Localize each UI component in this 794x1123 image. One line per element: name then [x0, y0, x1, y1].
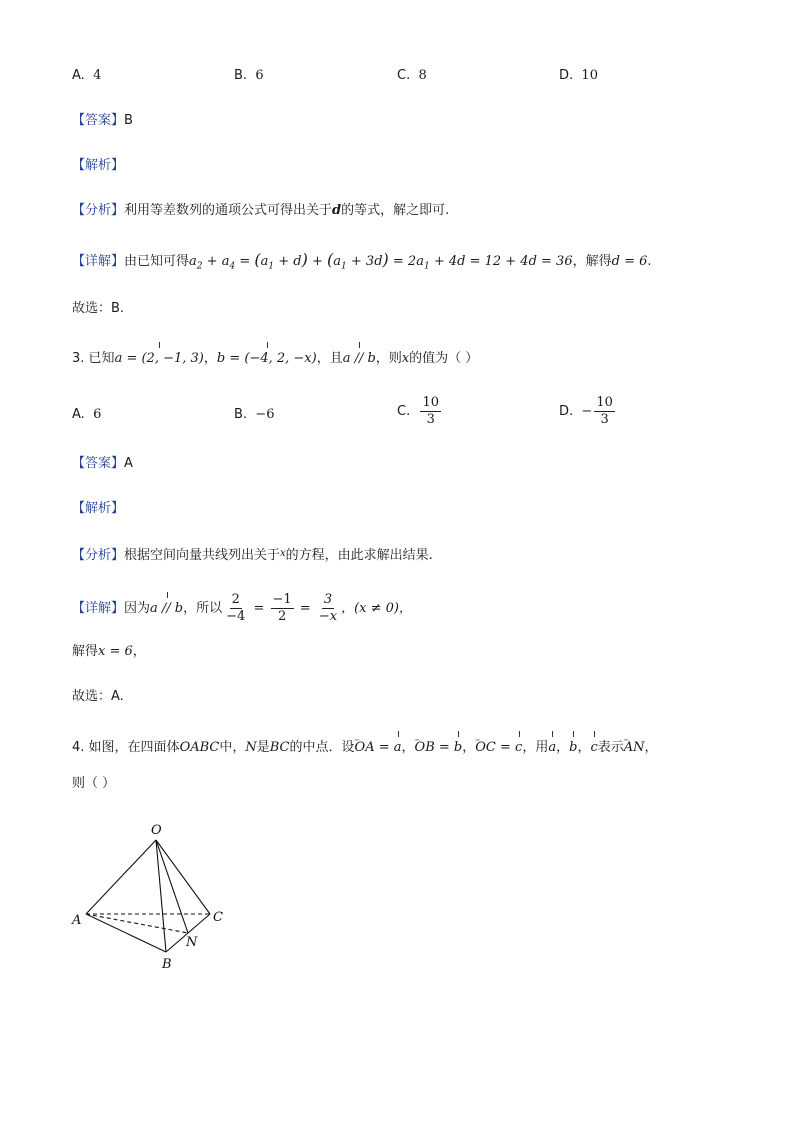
detail-intro: 由已知可得	[124, 254, 190, 269]
label-o: O	[151, 823, 162, 838]
answer-value: A	[124, 456, 133, 471]
vector-oc: ꞈꞈꞈ OC	[475, 738, 496, 758]
q2-option-d	[559, 66, 598, 86]
fenxi-text-end: 的等式，解之即可.	[341, 203, 450, 218]
parallel-condition: a // b	[150, 599, 183, 619]
q2-detail	[72, 250, 652, 277]
question-number: 4.	[72, 740, 85, 755]
option-letter: A.	[72, 68, 85, 83]
option-value: 8	[418, 68, 427, 83]
label-c: C	[213, 910, 223, 925]
option-letter: D.	[559, 68, 574, 83]
label-b: B	[162, 957, 172, 972]
solve-text: 解得	[72, 644, 99, 659]
fenxi-text-end: 的方程，由此求解出结果.	[285, 548, 433, 563]
q3-detail: 【详解】因为a // b，所以 $\frac{2}{-4}$ = $\frac{-1}{2}$ = $\frac{3}{-x}$ ，(x ≠ 0)，	[72, 592, 412, 624]
vector-b: b = (−4, 2, −x)	[217, 349, 317, 369]
fenxi-var: d	[332, 203, 342, 218]
answer-tag: 【答案】	[72, 113, 125, 128]
fenxi-tag: 【分析】	[72, 203, 125, 218]
stem-use: ，用	[522, 740, 549, 755]
segment-name: BC	[269, 740, 290, 755]
q2-option-b	[234, 66, 264, 86]
denominator: −4	[226, 609, 246, 624]
fraction	[224, 592, 247, 625]
vector-oa: ꞈꞈꞈ OA	[355, 738, 375, 758]
denominator: 2	[277, 609, 287, 624]
denominator: 3	[426, 412, 435, 427]
vector-a-ref: a	[548, 738, 556, 758]
detail-tag: 【详解】	[72, 601, 125, 616]
edge-oc	[156, 840, 210, 914]
fraction	[594, 395, 615, 428]
edge-ob	[156, 840, 166, 952]
q2-analysis-tag: 【解析】	[72, 158, 125, 173]
numerator: 2	[231, 592, 240, 607]
numerator: −1	[272, 592, 292, 607]
vector-b-ref: b	[569, 738, 577, 758]
detail-conclusion: ，解得	[572, 254, 612, 269]
vector-a: a	[394, 738, 402, 758]
q4-stem: 4. 如图，在四面体OABC中，N是BC的中点．设ꞈꞈꞈ OA = a，ꞈꞈꞈ OB = b，ꞈꞈꞈ OC = c，用a，b，c表示ꞈꞈꞈ AN，	[72, 738, 658, 758]
denominator: 3	[600, 412, 609, 427]
stem-prefix: 已知	[88, 351, 115, 366]
solid-name: OABC	[179, 740, 220, 755]
fraction	[317, 592, 339, 625]
numerator: 10	[596, 395, 613, 410]
fraction	[271, 592, 294, 625]
option-letter: C.	[397, 404, 411, 419]
denominator: −x	[318, 609, 338, 624]
fenxi-var: x	[280, 548, 286, 559]
q3-option-c	[397, 395, 443, 428]
q3-stem	[72, 349, 478, 369]
q2-equation: $a_2 + a_4 = (a_1 + d) + (a_1 + 3d) = 2a_1 + 4d = 12 + 4d = 36$	[189, 250, 573, 272]
label-a: A	[72, 913, 82, 928]
stem-sep: ，	[203, 351, 217, 366]
detail-tag: 【详解】	[72, 254, 125, 269]
stem-tail: 的值为（ ）	[409, 351, 479, 366]
option-value: −6	[255, 407, 275, 422]
q3-option-d	[559, 395, 617, 428]
vector-b: b	[454, 738, 462, 758]
stem-mid1: 中，	[219, 740, 246, 755]
solve-end: ，	[132, 644, 146, 659]
option-letter: C.	[397, 68, 411, 83]
q3-analysis-tag: 【解析】	[72, 501, 125, 516]
detail-condition: ，(x ≠ 0)，	[341, 601, 412, 616]
q3-option-b	[234, 405, 275, 425]
stem-suffix: ，则	[375, 351, 402, 366]
vector-c: c	[515, 738, 522, 758]
segment-an-hidden	[86, 914, 188, 933]
option-letter: B.	[234, 407, 248, 422]
vector-c-ref: c	[590, 738, 597, 758]
q2-option-c	[397, 66, 427, 86]
stem-mid3: 的中点．设	[289, 740, 355, 755]
q2-choice: 故选：B.	[72, 301, 125, 316]
detail-end: .	[647, 254, 652, 269]
stem-mid2: 是	[256, 740, 270, 755]
q2-answer	[72, 111, 133, 131]
detail-result: d = 6	[611, 254, 648, 269]
q2-option-a	[72, 66, 101, 86]
option-sign: −	[581, 404, 593, 419]
option-value: 10	[581, 68, 598, 83]
q3-option-a	[72, 405, 101, 425]
answer-tag: 【答案】	[72, 456, 125, 471]
vector-ob: ꞈꞈꞈ OB	[415, 738, 435, 758]
option-value: 4	[93, 68, 102, 83]
q3-answer	[72, 454, 133, 474]
solve-result: x = 6	[98, 644, 133, 659]
stem-var: x	[401, 351, 410, 366]
detail-so: ，所以	[183, 601, 223, 616]
point-name: N	[245, 740, 257, 755]
fraction	[420, 395, 441, 428]
q3-choice: 故选：A.	[72, 689, 124, 704]
tetrahedron-figure	[68, 818, 238, 973]
fenxi-tag: 【分析】	[72, 548, 125, 563]
fenxi-text: 利用等差数列的通项公式可得出关于	[124, 203, 333, 218]
stem-mid: ，且	[316, 351, 343, 366]
q4-stem-end: 则（ ）	[72, 776, 116, 791]
edge-ab	[86, 914, 166, 952]
option-letter: A.	[72, 407, 85, 422]
detail-because: 因为	[124, 601, 151, 616]
stem-express: 表示	[597, 740, 624, 755]
edge-oa	[86, 840, 156, 914]
q2-fenxi	[72, 201, 449, 221]
vector-a: a = (2, −1, 3)	[115, 349, 204, 369]
vector-an: ꞈꞈꞈ AN	[624, 738, 645, 758]
stem-intro: 如图，在四面体	[88, 740, 180, 755]
numerator: 3	[323, 592, 333, 607]
numerator: 10	[422, 395, 440, 410]
answer-value: B	[124, 113, 133, 128]
option-letter: B.	[234, 68, 248, 83]
q3-solve	[72, 642, 146, 662]
q3-fenxi	[72, 544, 433, 566]
question-number: 3.	[72, 351, 85, 366]
option-value: 6	[255, 68, 264, 83]
parallel-condition: a // b	[343, 349, 376, 369]
option-letter: D.	[559, 404, 574, 419]
edge-on	[156, 840, 188, 933]
fenxi-text: 根据空间向量共线列出关于	[124, 548, 281, 563]
label-n: N	[186, 935, 198, 950]
option-value: 6	[93, 407, 102, 422]
